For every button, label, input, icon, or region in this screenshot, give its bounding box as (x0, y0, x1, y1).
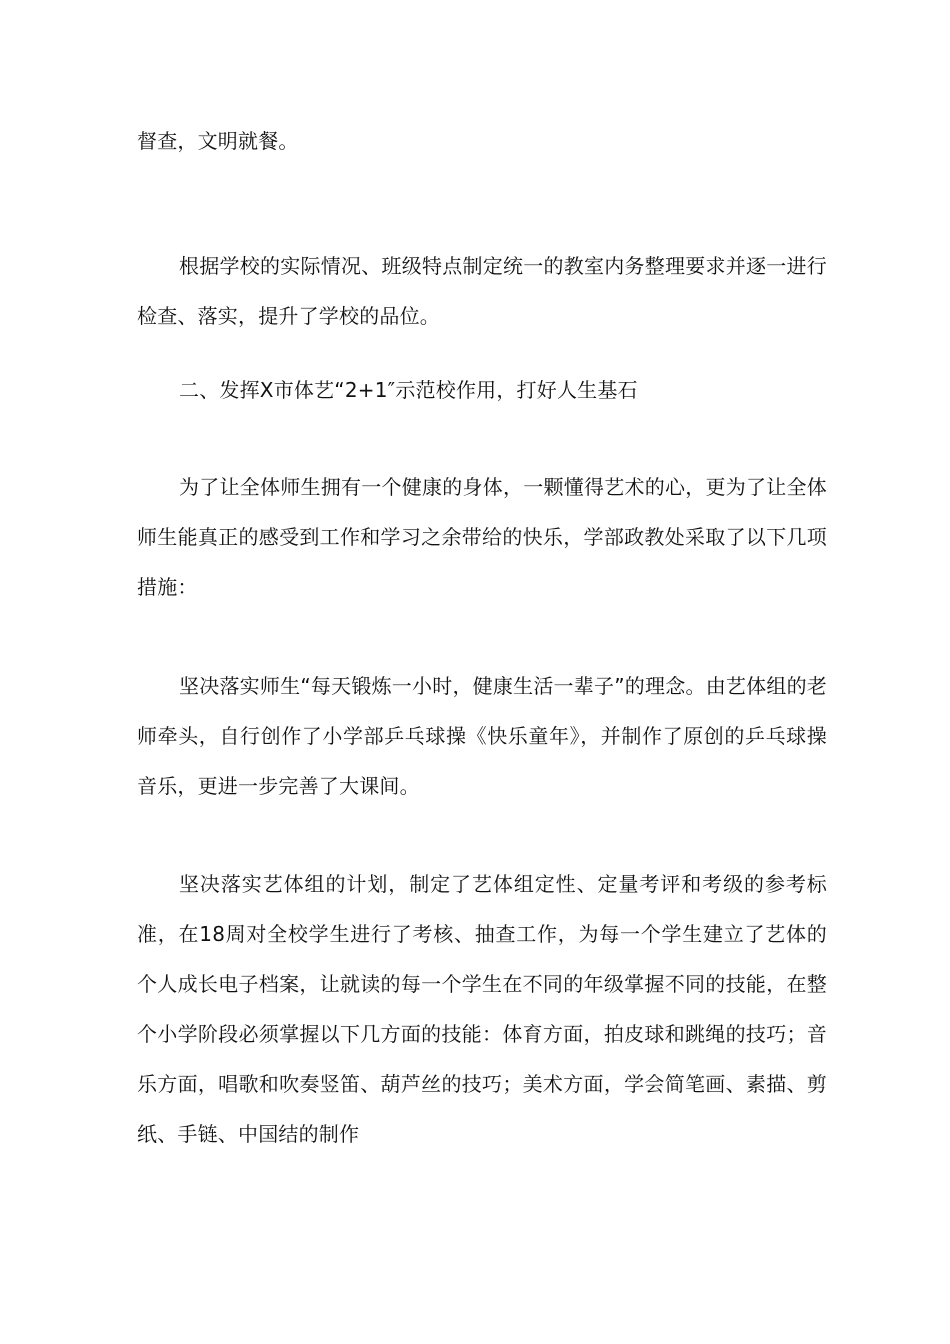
paragraph-intro-measures: 为了让全体师生拥有一个健康的身体，一颗懂得艺术的心，更为了让全体师生能真正的感受到工作和学习之余带给的快乐，学部政教处采取了以下几项措施： (137, 475, 827, 599)
paragraph-classroom-tidiness: 根据学校的实际情况、班级特点制定统一的教室内务整理要求并逐一进行检查、落实，提升了学校的品位。 (137, 254, 827, 328)
section-heading: 二、发挥X市体艺“2+1″示范校作用，打好人生基石 (179, 378, 638, 402)
paragraph-arts-plan: 坚决落实艺体组的计划，制定了艺体组定性、定量考评和考级的参考标准，在18周对全校学生进行了考核、抽查工作，为每一个学生建立了艺体的个人成长电子档案，让就读的每一个学生在不同的年级掌握不同的技能，在整个小学阶段必须掌握以下几方面的技能：体育方面，拍皮球和跳绳的技巧；音乐方面，唱歌和吹奏竖笛、葫芦丝的技巧；美术方面，学会简笔画、素描、剪纸、手链、中国结的制作 (137, 872, 827, 1146)
paragraph-continuation: 督查，文明就餐。 (137, 129, 299, 153)
paragraph-exercise: 坚决落实师生“每天锻炼一小时，健康生活一辈子”的理念。由艺体组的老师牵头，自行创作了小学部乒乓球操《快乐童年》，并制作了原创的乒乓球操音乐，更进一步完善了大课间。 (137, 674, 827, 798)
